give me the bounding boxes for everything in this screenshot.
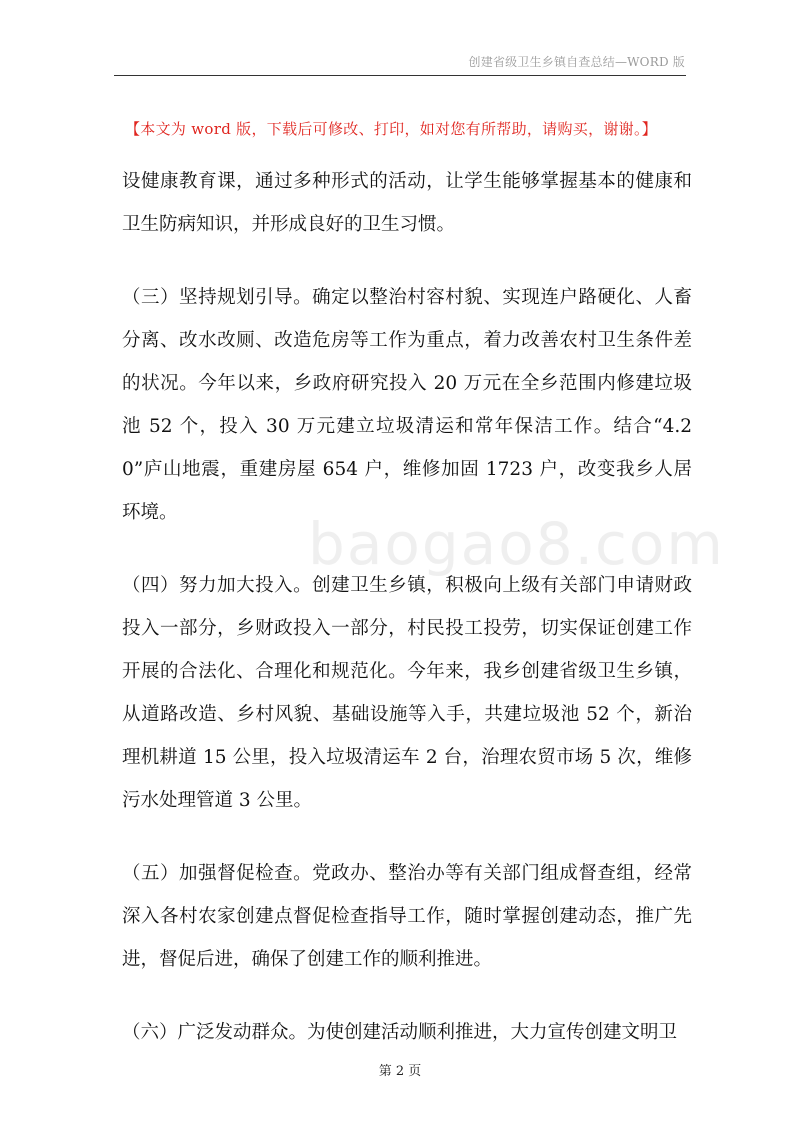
paragraph-supervision-inspection: （五）加强督促检查。党政办、整治办等有关部门组成督查组，经常深入各村农家创建点督促检查指导工作，随时掌握创建动态，推广先进，督促后进，确保了创建工作的顺利推进。 — [122, 863, 692, 970]
paragraph-mobilize-public: （六）广泛发动群众。为使创建活动顺利推进，大力宣传创建文明卫 — [122, 1022, 678, 1043]
watermark: baogao8.com — [308, 510, 725, 578]
paragraph-health-education: 设健康教育课，通过多种形式的活动，让学生能够掌握基本的健康和卫生防病知识，并形成良好的卫生习惯。 — [122, 171, 692, 235]
header-divider — [114, 75, 686, 76]
paragraph-planning-guidance: （三）坚持规划引导。确定以整治村容村貌、实现连户路硬化、人畜分离、改水改厕、改造危房等工作为重点，着力改善农村卫生条件差的状况。今年以来，乡政府研究投入 20 万元在全乡范围内修建垃圾池 52 个，投入 30 万元建立垃圾清运和常年保洁工作。结合“4.20”庐山地震，重建房屋 654 户，维修加固 1723 户，改变我乡人居环境。 — [122, 287, 692, 523]
page-number: 第 2 页 — [378, 1064, 422, 1079]
purchase-notice: 【本文为 word 版，下载后可修改、打印，如对您有所帮助，请购买，谢谢。】 — [125, 120, 658, 138]
document-body — [122, 160, 692, 1054]
document-header-title: 创建省级卫生乡镇自查总结—WORD 版 — [468, 55, 685, 69]
paragraph-increase-investment: （四）努力加大投入。创建卫生乡镇，积极向上级有关部门申请财政投入一部分，乡财政投入一部分，村民投工投劳，切实保证创建工作开展的合法化、合理化和规范化。今年来，我乡创建省级卫生乡镇，从道路改造、乡村风貌、基础设施等入手，共建垃圾池 52 个，新治理机耕道 15 公里，投入垃圾清运车 2 台，治理农贸市场 5 次，维修污水处理管道 3 公里。 — [122, 575, 692, 811]
